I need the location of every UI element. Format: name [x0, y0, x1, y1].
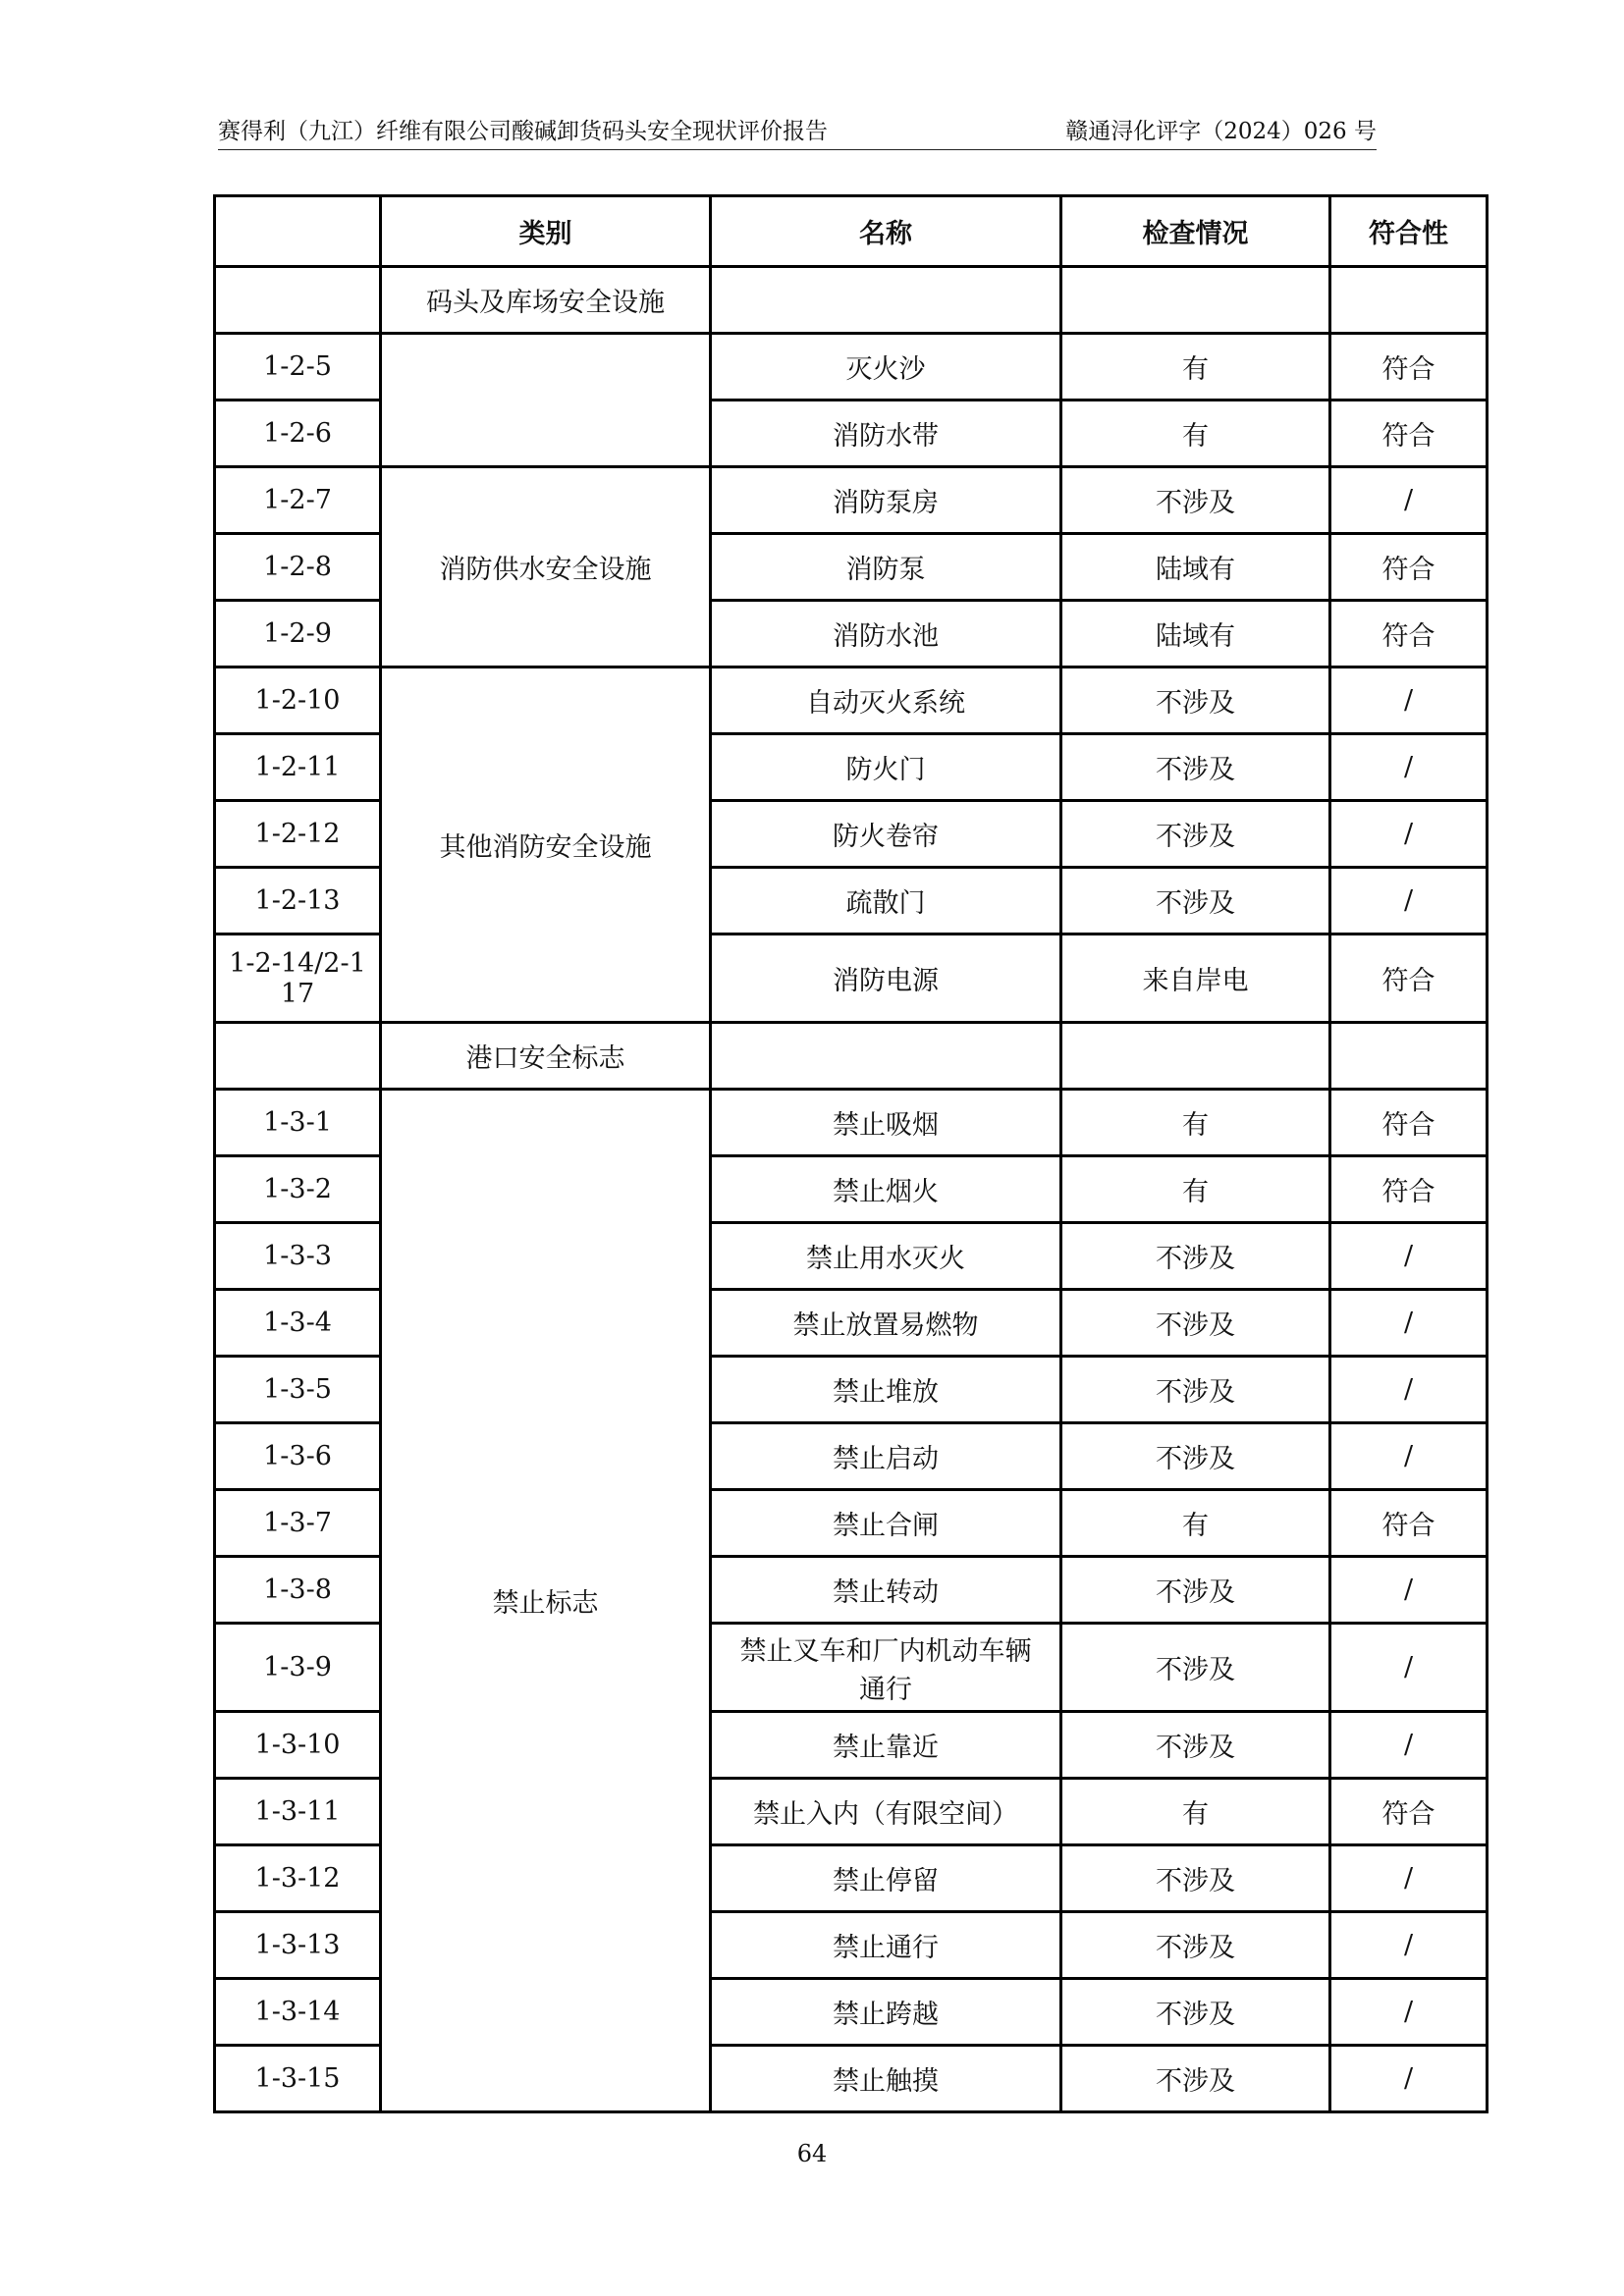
- check-status: 不涉及: [1061, 801, 1330, 868]
- compliance-status: /: [1330, 801, 1488, 868]
- compliance-status: /: [1330, 1912, 1488, 1979]
- item-name: 禁止烟火: [711, 1156, 1061, 1223]
- compliance-status: /: [1330, 868, 1488, 934]
- compliance-status: /: [1330, 734, 1488, 801]
- item-id: 1-2-13: [215, 868, 381, 934]
- inspection-table: [213, 194, 1489, 2113]
- item-name: 灭火沙: [711, 334, 1061, 400]
- section-check-cell: [1061, 1023, 1330, 1090]
- check-status: 不涉及: [1061, 667, 1330, 734]
- check-status: 不涉及: [1061, 1223, 1330, 1290]
- category-cell: 其他消防安全设施: [381, 667, 711, 1023]
- item-name: 消防泵: [711, 534, 1061, 601]
- item-name: 禁止放置易燃物: [711, 1290, 1061, 1357]
- item-name: 禁止合闸: [711, 1490, 1061, 1557]
- item-name: 禁止通行: [711, 1912, 1061, 1979]
- section-check-cell: [1061, 267, 1330, 334]
- item-name: 消防水带: [711, 400, 1061, 467]
- check-status: 不涉及: [1061, 1712, 1330, 1779]
- item-id: 1-2-5: [215, 334, 381, 400]
- check-status: 不涉及: [1061, 1979, 1330, 2046]
- item-name: 禁止转动: [711, 1557, 1061, 1624]
- compliance-status: 符合: [1330, 934, 1488, 1023]
- item-id: 1-3-4: [215, 1290, 381, 1357]
- section-title: 码头及库场安全设施: [381, 267, 711, 334]
- compliance-status: 符合: [1330, 334, 1488, 400]
- check-status: 有: [1061, 1156, 1330, 1223]
- table-header-row: [215, 196, 1488, 267]
- report-title: 赛得利（九江）纤维有限公司酸碱卸货码头安全现状评价报告: [218, 119, 828, 144]
- compliance-status: /: [1330, 1290, 1488, 1357]
- item-id: 1-2-11: [215, 734, 381, 801]
- item-id: 1-2-9: [215, 601, 381, 667]
- compliance-status: 符合: [1330, 1490, 1488, 1557]
- item-name: 疏散门: [711, 868, 1061, 934]
- item-name: 消防电源: [711, 934, 1061, 1023]
- item-name: 禁止触摸: [711, 2046, 1061, 2112]
- item-id: 1-3-10: [215, 1712, 381, 1779]
- item-id: 1-3-14: [215, 1979, 381, 2046]
- compliance-status: 符合: [1330, 1156, 1488, 1223]
- item-id: 1-3-2: [215, 1156, 381, 1223]
- item-name: 禁止跨越: [711, 1979, 1061, 2046]
- compliance-status: /: [1330, 1712, 1488, 1779]
- compliance-status: /: [1330, 1223, 1488, 1290]
- check-status: 有: [1061, 1779, 1330, 1845]
- item-name: 禁止堆放: [711, 1357, 1061, 1423]
- compliance-status: /: [1330, 2046, 1488, 2112]
- check-status: 不涉及: [1061, 734, 1330, 801]
- section-title: 港口安全标志: [381, 1023, 711, 1090]
- item-id: 1-2-10: [215, 667, 381, 734]
- item-id: 1-3-15: [215, 2046, 381, 2112]
- section-compliance-cell: [1330, 267, 1488, 334]
- section-id-cell: [215, 267, 381, 334]
- section-row: [215, 267, 1488, 334]
- compliance-status: /: [1330, 1357, 1488, 1423]
- item-id: 1-3-3: [215, 1223, 381, 1290]
- check-status: 不涉及: [1061, 1290, 1330, 1357]
- item-id: 1-3-9: [215, 1624, 381, 1712]
- check-status: 不涉及: [1061, 1624, 1330, 1712]
- compliance-status: 符合: [1330, 1779, 1488, 1845]
- compliance-status: /: [1330, 1624, 1488, 1712]
- section-row: [215, 1023, 1488, 1090]
- report-number: 赣通浔化评字（2024）026 号: [1065, 119, 1377, 144]
- compliance-status: 符合: [1330, 601, 1488, 667]
- check-status: 不涉及: [1061, 1423, 1330, 1490]
- check-status: 不涉及: [1061, 1845, 1330, 1912]
- compliance-status: /: [1330, 1557, 1488, 1624]
- section-name-cell: [711, 267, 1061, 334]
- col-header-name: 名称: [711, 196, 1061, 267]
- item-id: 1-3-8: [215, 1557, 381, 1624]
- item-id: 1-3-13: [215, 1912, 381, 1979]
- check-status: 有: [1061, 334, 1330, 400]
- item-id: 1-2-6: [215, 400, 381, 467]
- item-name: 防火门: [711, 734, 1061, 801]
- check-status: 有: [1061, 400, 1330, 467]
- category-cell: 禁止标志: [381, 1090, 711, 2112]
- compliance-status: 符合: [1330, 534, 1488, 601]
- compliance-status: 符合: [1330, 400, 1488, 467]
- item-name: 禁止入内（有限空间）: [711, 1779, 1061, 1845]
- item-id: 1-2-8: [215, 534, 381, 601]
- item-name: 禁止启动: [711, 1423, 1061, 1490]
- col-header-compliance: 符合性: [1330, 196, 1488, 267]
- compliance-status: /: [1330, 1423, 1488, 1490]
- page-number: 64: [796, 2140, 828, 2167]
- item-id: 1-3-7: [215, 1490, 381, 1557]
- section-name-cell: [711, 1023, 1061, 1090]
- item-name: 禁止靠近: [711, 1712, 1061, 1779]
- category-cell: [381, 334, 711, 467]
- check-status: 有: [1061, 1490, 1330, 1557]
- check-status: 陆域有: [1061, 534, 1330, 601]
- section-id-cell: [215, 1023, 381, 1090]
- check-status: 不涉及: [1061, 1557, 1330, 1624]
- check-status: 陆域有: [1061, 601, 1330, 667]
- item-name: 禁止吸烟: [711, 1090, 1061, 1156]
- col-header-check: 检查情况: [1061, 196, 1330, 267]
- compliance-status: /: [1330, 667, 1488, 734]
- item-id: 1-2-7: [215, 467, 381, 534]
- table-row: [215, 667, 1488, 734]
- item-id: 1-3-5: [215, 1357, 381, 1423]
- item-name: 自动灭火系统: [711, 667, 1061, 734]
- col-header-id: [215, 196, 381, 267]
- check-status: 不涉及: [1061, 1357, 1330, 1423]
- table-row: [215, 1090, 1488, 1156]
- compliance-status: /: [1330, 1845, 1488, 1912]
- col-header-category: 类别: [381, 196, 711, 267]
- item-name: 禁止停留: [711, 1845, 1061, 1912]
- check-status: 有: [1061, 1090, 1330, 1156]
- table-row: [215, 467, 1488, 534]
- item-name: 禁止用水灭火: [711, 1223, 1061, 1290]
- check-status: 不涉及: [1061, 868, 1330, 934]
- item-name: 消防泵房: [711, 467, 1061, 534]
- compliance-status: /: [1330, 1979, 1488, 2046]
- table-row: [215, 334, 1488, 400]
- item-id: 1-3-12: [215, 1845, 381, 1912]
- item-id: 1-3-11: [215, 1779, 381, 1845]
- item-id: 1-2-12: [215, 801, 381, 868]
- page-header: [218, 114, 1377, 150]
- category-cell: 消防供水安全设施: [381, 467, 711, 667]
- item-id: 1-3-1: [215, 1090, 381, 1156]
- check-status: 来自岸电: [1061, 934, 1330, 1023]
- item-name: 消防水池: [711, 601, 1061, 667]
- item-name: 防火卷帘: [711, 801, 1061, 868]
- item-name: 禁止叉车和厂内机动车辆 通行: [711, 1624, 1061, 1712]
- item-id: 1-2-14/2-1 17: [215, 934, 381, 1023]
- section-compliance-cell: [1330, 1023, 1488, 1090]
- compliance-status: /: [1330, 467, 1488, 534]
- item-id: 1-3-6: [215, 1423, 381, 1490]
- check-status: 不涉及: [1061, 1912, 1330, 1979]
- compliance-status: 符合: [1330, 1090, 1488, 1156]
- check-status: 不涉及: [1061, 467, 1330, 534]
- check-status: 不涉及: [1061, 2046, 1330, 2112]
